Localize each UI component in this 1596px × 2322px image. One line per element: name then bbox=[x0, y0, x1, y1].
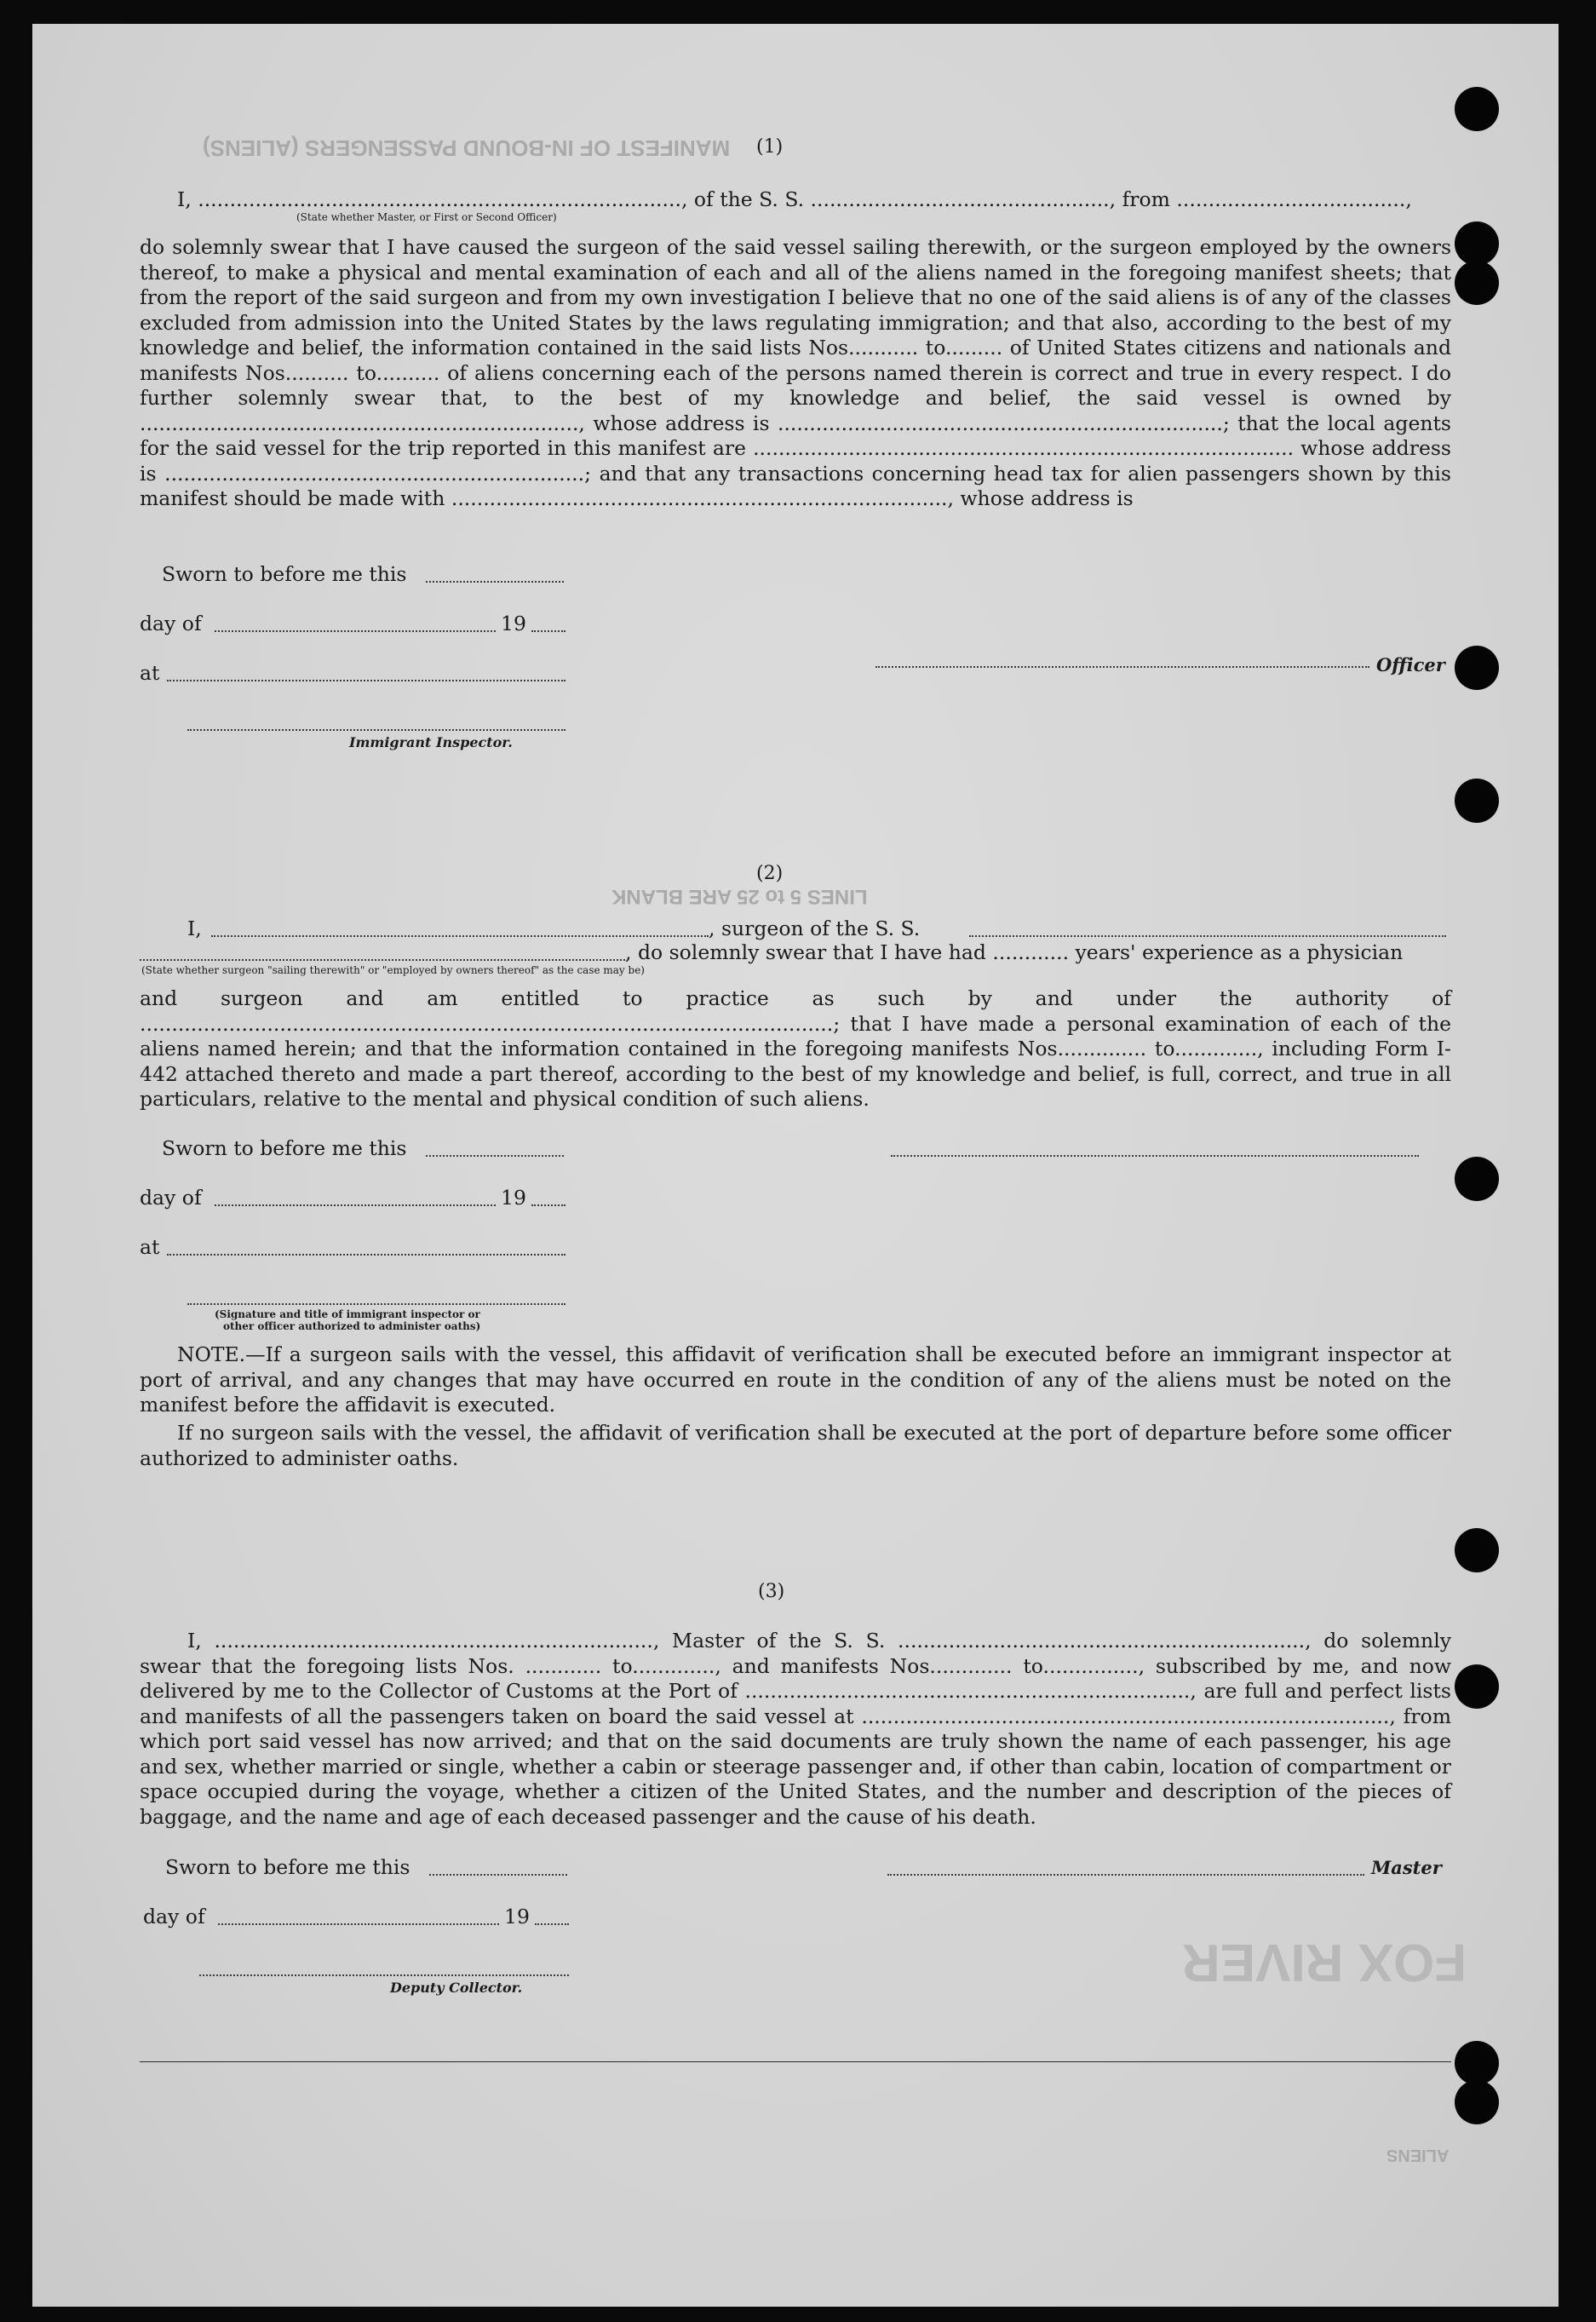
document-page bbox=[32, 24, 1559, 2307]
bleed-through-blank-note: LINES 5 to 25 ARE BLANK bbox=[611, 885, 868, 908]
officer-label: Officer bbox=[1376, 654, 1445, 675]
section-2-status-note: (State whether surgeon "sailing therewith" or "employed by owners thereof" as the case may be) bbox=[141, 964, 645, 976]
day-of-field[interactable] bbox=[215, 1204, 496, 1206]
section-1-oath-text: do solemnly swear that I have caused the surgeon of the said vessel sailing therewith, or the surgeon employed by the owners thereof, to make a physical and mental examination of each and all of the aliens named in the foregoing manifest sheets; that from the report of the said surgeon and from my own investigation I believe that no one of the said aliens is of any of the classes excluded from admission into the United States by the laws regulating immigration; and that also, according to the best of my knowledge and belief, the information contained in the said lists Nos........... to......... of United States citizens and nationals and manifests Nos.......... to.......... of aliens concerning each of the persons named therein is correct and true in every respect. I do further solemnly swear that, to the best of my knowledge and belief, the said vessel is owned by ....................................................................., whose address is ......................................................................; that the local agents for the said vessel for the trip reported in this manifest are ..................................................................................... whose address is ..................................................................; and that any transactions concerning head tax for alien passengers shown by this manifest should be made with .............................................................................., whose address is bbox=[140, 235, 1451, 510]
section-2-line1-rest: , surgeon of the S. S. bbox=[709, 917, 921, 940]
section-3-oath-text: I, ....................................................................., Master of the S. S. ................................................................, do solemnly swear that the foregoing lists Nos. ............ to............., and manifests Nos............. to..............., subscribed by me, and now delivered by me to the Collector of Customs at the Port of ......................................................................, are full and perfect lists and manifests of all the passengers taken on board the said vessel at ..................................................................................., from which port said vessel has now arrived; and that on the said documents are truly shown the name of each passenger, his age and sex, whether married or single, whether a cabin or steerage passenger and, if other than cabin, location of compartment or space occupied during the voyage, whether a citizen of the United States, and the number and description of the pieces of baggage, and the name and age of each deceased passenger and the cause of his death. bbox=[140, 1629, 1451, 1829]
punch-hole bbox=[1455, 1664, 1499, 1709]
sworn-date-field[interactable] bbox=[426, 581, 564, 583]
section-2-line1-i: I, bbox=[187, 917, 202, 940]
section-1-number: (1) bbox=[756, 136, 784, 158]
punch-hole bbox=[1455, 87, 1499, 131]
bleed-through-corner: ALIENS bbox=[1386, 2146, 1450, 2164]
punch-hole bbox=[1455, 261, 1499, 305]
punch-hole bbox=[1455, 779, 1499, 823]
inspector-signature-field[interactable] bbox=[187, 729, 565, 731]
master-label: Master bbox=[1371, 1857, 1442, 1878]
section-1-intro: I, ............................................................................, of the S. S. ..............................................., from ...................................., bbox=[177, 187, 1412, 211]
day-of-label: day of bbox=[143, 1905, 205, 1928]
bleed-through-stamp: FOX RIVER bbox=[1182, 1933, 1467, 1992]
sworn-label: Sworn to before me this bbox=[162, 1136, 407, 1160]
year-field[interactable] bbox=[531, 630, 565, 632]
collector-signature-field[interactable] bbox=[199, 1974, 569, 1976]
section-3-number: (3) bbox=[758, 1581, 785, 1602]
at-label: at bbox=[140, 1235, 160, 1259]
signature-note-line2: other officer authorized to administer oaths) bbox=[223, 1320, 481, 1332]
section-2-line2: , do solemnly swear that I have had ............ years' experience as a physician bbox=[625, 940, 1404, 964]
section-2-note: NOTE.—If a surgeon sails with the vessel, this affidavit of verification shall be executed before an immigrant inspector at port of arrival, and any changes that may have occurred en route in the condition of any of the aliens must be noted on the manifest before the affidavit is executed. bbox=[140, 1342, 1451, 1417]
punch-hole bbox=[1455, 1528, 1499, 1572]
surgeon-signature-field[interactable] bbox=[891, 1155, 1419, 1157]
at-field[interactable] bbox=[167, 680, 565, 681]
year-field[interactable] bbox=[531, 1204, 565, 1206]
inspector-signature-field[interactable] bbox=[187, 1303, 565, 1305]
day-of-field[interactable] bbox=[215, 630, 496, 632]
punch-hole bbox=[1455, 646, 1499, 690]
day-of-label: day of bbox=[140, 612, 202, 635]
surgeon-status-field[interactable] bbox=[140, 959, 625, 961]
sworn-date-field[interactable] bbox=[426, 1155, 564, 1157]
punch-hole bbox=[1455, 2041, 1499, 2085]
bottom-rule bbox=[140, 2061, 1451, 2062]
sworn-date-field[interactable] bbox=[429, 1874, 567, 1876]
at-field[interactable] bbox=[167, 1254, 565, 1256]
punch-hole bbox=[1455, 2080, 1499, 2124]
at-label: at bbox=[140, 661, 160, 685]
inspector-label: Immigrant Inspector. bbox=[349, 734, 513, 750]
surgeon-name-field[interactable] bbox=[211, 935, 709, 937]
bleed-through-header: MANIFEST OF IN-BOUND PASSENGERS (ALIENS) bbox=[203, 135, 731, 161]
surgeon-vessel-field[interactable] bbox=[969, 935, 1446, 937]
punch-hole bbox=[1455, 1157, 1499, 1201]
master-signature-field[interactable] bbox=[887, 1874, 1364, 1876]
collector-label: Deputy Collector. bbox=[390, 1980, 523, 1996]
year-field[interactable] bbox=[535, 1923, 569, 1925]
officer-signature-field[interactable] bbox=[876, 666, 1369, 668]
year-label: 19 bbox=[504, 1905, 530, 1928]
day-of-field[interactable] bbox=[218, 1923, 499, 1925]
section-1-officer-note: (State whether Master, or First or Second Officer) bbox=[296, 211, 557, 223]
punch-hole bbox=[1455, 221, 1499, 266]
section-2-note-2: If no surgeon sails with the vessel, the affidavit of verification shall be executed at the port of departure before some officer authorized to administer oaths. bbox=[140, 1421, 1451, 1470]
sworn-label: Sworn to before me this bbox=[165, 1855, 410, 1879]
day-of-label: day of bbox=[140, 1186, 202, 1210]
year-label: 19 bbox=[501, 612, 526, 635]
year-label: 19 bbox=[501, 1186, 526, 1210]
signature-note-line1: (Signature and title of immigrant inspector or bbox=[215, 1308, 480, 1320]
section-2-oath-text: and surgeon and am entitled to practice as such by and under the authority of .............................................................................................................; that I have made a personal examination of each of the aliens named herein; and that the information contained in the foregoing manifests Nos.............. to............., including Form I-442 attached thereto and made a part thereof, according to the best of my knowledge and belief, is full, correct, and true in all particulars, relative to the mental and physical condition of such aliens. bbox=[140, 986, 1451, 1111]
sworn-label: Sworn to before me this bbox=[162, 562, 407, 586]
section-2-number: (2) bbox=[756, 863, 784, 884]
